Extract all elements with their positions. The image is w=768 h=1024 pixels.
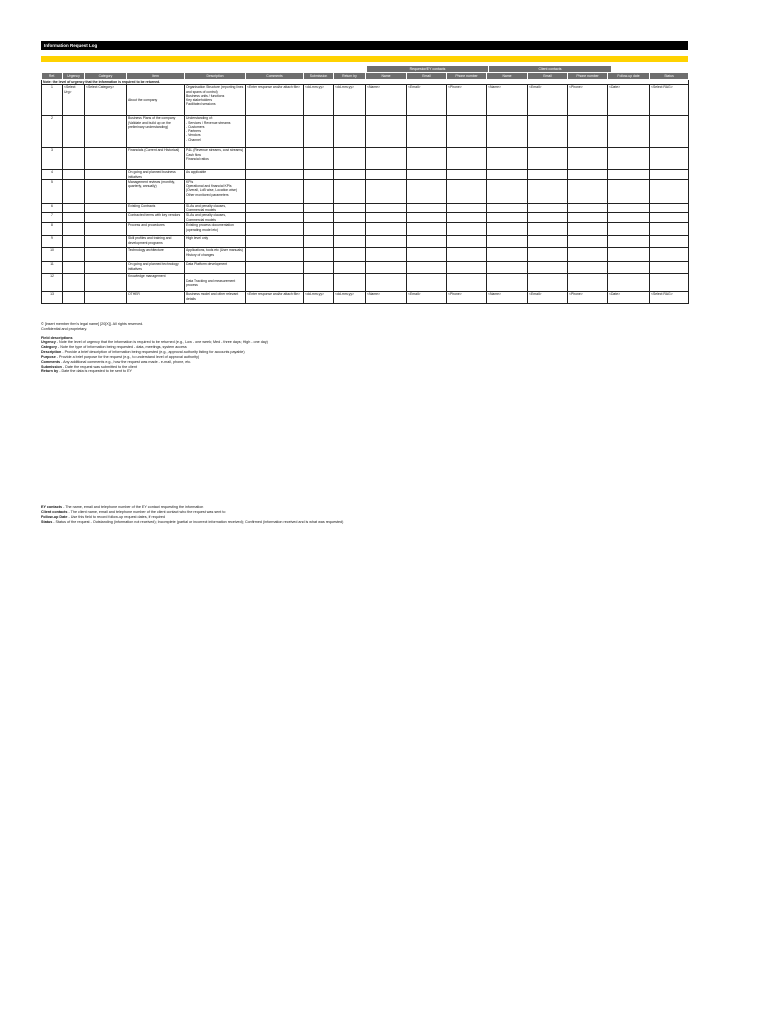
cell-ey-email[interactable] xyxy=(407,223,447,236)
field-text: - Any additional comments e.g., how the request was made - e-mail, phone, etc. xyxy=(60,359,192,364)
cell-client-phone[interactable] xyxy=(568,248,608,262)
cell-category[interactable] xyxy=(85,248,127,262)
cell-category[interactable] xyxy=(85,292,127,304)
table-row xyxy=(42,116,689,148)
cell-ey-name[interactable] xyxy=(366,262,407,274)
field-term: EY contacts xyxy=(41,505,63,509)
column-header-ey-email: Email xyxy=(407,73,447,80)
cell-item[interactable]: Knowledge management xyxy=(127,274,185,292)
cell-client-phone[interactable] xyxy=(568,116,608,148)
field-term: Urgency xyxy=(41,340,56,345)
table-row xyxy=(42,223,689,236)
cell-urgency[interactable] xyxy=(63,116,85,148)
cell-client-email[interactable]: <Email> xyxy=(528,85,568,116)
cell-urgency[interactable] xyxy=(63,292,85,304)
cell-ey-email[interactable] xyxy=(407,170,447,180)
cell-ey-phone[interactable] xyxy=(447,248,487,262)
cell-client-email[interactable]: <Email> xyxy=(528,292,568,304)
cell-urgency[interactable] xyxy=(63,274,85,292)
cell-submission[interactable] xyxy=(304,223,334,236)
cell-ey-email[interactable] xyxy=(407,179,447,203)
title-bar xyxy=(41,41,688,50)
cell-item[interactable]: Skill profiles and training and development programs xyxy=(127,236,185,248)
cell-submission[interactable] xyxy=(304,116,334,148)
cell-follow-up-date[interactable] xyxy=(608,274,650,292)
cell-ey-name[interactable]: <Name> xyxy=(366,85,407,116)
cell-return-by[interactable] xyxy=(334,203,366,213)
information-request-table xyxy=(41,72,689,304)
cell-client-phone[interactable] xyxy=(568,223,608,236)
cell-status[interactable] xyxy=(650,236,689,248)
cell-ey-name[interactable] xyxy=(366,236,407,248)
cell-item[interactable]: Management reviews (monthly, quarterly, annually) xyxy=(127,179,185,203)
cell-client-email[interactable] xyxy=(528,274,568,292)
cell-status[interactable] xyxy=(650,116,689,148)
cell-ey-email[interactable] xyxy=(407,262,447,274)
footer-notes xyxy=(41,322,681,374)
cell-return-by[interactable] xyxy=(334,213,366,223)
field-term: Return by xyxy=(41,369,59,374)
column-header-status: Status xyxy=(650,73,689,80)
cell-comments[interactable] xyxy=(246,262,304,274)
cell-category[interactable] xyxy=(85,262,127,274)
cell-ey-email[interactable] xyxy=(407,116,447,148)
cell-client-email[interactable] xyxy=(528,170,568,180)
cell-ey-email[interactable]: <Email> xyxy=(407,85,447,116)
cell-status[interactable] xyxy=(650,148,689,170)
cell-status[interactable]: <Select RAG> xyxy=(650,292,689,304)
cell-ey-name[interactable] xyxy=(366,170,407,180)
cell-client-name[interactable] xyxy=(487,262,528,274)
cell-ref: 10 xyxy=(42,248,63,262)
field-description xyxy=(41,369,681,374)
cell-client-phone[interactable]: <Phone> xyxy=(568,85,608,116)
field-term: Category xyxy=(41,345,57,350)
cell-ey-email[interactable]: <Email> xyxy=(407,292,447,304)
cell-client-name[interactable]: <Name> xyxy=(487,292,528,304)
cell-ey-phone[interactable] xyxy=(447,170,487,180)
field-term: Purpose xyxy=(41,354,56,359)
cell-urgency[interactable] xyxy=(63,179,85,203)
cell-follow-up-date[interactable] xyxy=(608,236,650,248)
column-header-item: Item xyxy=(127,73,185,80)
cell-comments[interactable] xyxy=(246,248,304,262)
cell-category[interactable] xyxy=(85,223,127,236)
cell-return-by[interactable]: <dd-mm-yy> xyxy=(334,85,366,116)
cell-ref: 8 xyxy=(42,223,63,236)
cell-comments[interactable] xyxy=(246,213,304,223)
cell-status[interactable] xyxy=(650,248,689,262)
cell-urgency[interactable] xyxy=(63,203,85,213)
cell-ey-phone[interactable] xyxy=(447,203,487,213)
table-row xyxy=(42,179,689,203)
cell-item[interactable]: Business Plans of the company (Validate and build up on the preliminary understanding) xyxy=(127,116,185,148)
cell-ref: 13 xyxy=(42,292,63,304)
cell-urgency[interactable] xyxy=(63,148,85,170)
table-row xyxy=(42,85,689,116)
cell-client-name[interactable] xyxy=(487,248,528,262)
cell-status[interactable] xyxy=(650,213,689,223)
cell-ref: 2 xyxy=(42,116,63,148)
cell-client-email[interactable] xyxy=(528,236,568,248)
header-row xyxy=(42,73,689,80)
cell-category[interactable] xyxy=(85,203,127,213)
cell-comments[interactable] xyxy=(246,116,304,148)
cell-item[interactable]: OTHER xyxy=(127,292,185,304)
cell-ey-name[interactable]: <Name> xyxy=(366,292,407,304)
column-header-ref: Ref. xyxy=(42,73,63,80)
cell-client-email[interactable] xyxy=(528,179,568,203)
cell-comments[interactable] xyxy=(246,274,304,292)
cell-return-by[interactable] xyxy=(334,274,366,292)
cell-ey-name[interactable] xyxy=(366,248,407,262)
cell-description[interactable]: SLAs and penalty clauses, Commercial models xyxy=(185,203,246,213)
cell-ey-name[interactable] xyxy=(366,223,407,236)
cell-ey-phone[interactable] xyxy=(447,148,487,170)
cell-follow-up-date[interactable] xyxy=(608,116,650,148)
accent-bar xyxy=(41,56,688,62)
cell-ref: 3 xyxy=(42,148,63,170)
cell-client-phone[interactable] xyxy=(568,262,608,274)
cell-submission[interactable] xyxy=(304,203,334,213)
cell-client-name[interactable] xyxy=(487,236,528,248)
cell-comments[interactable] xyxy=(246,236,304,248)
field-term: Submission xyxy=(41,364,62,369)
cell-ey-email[interactable] xyxy=(407,274,447,292)
cell-ey-email[interactable] xyxy=(407,213,447,223)
cell-description[interactable]: As applicable xyxy=(185,170,246,180)
cell-return-by[interactable] xyxy=(334,116,366,148)
cell-status[interactable] xyxy=(650,223,689,236)
cell-submission[interactable] xyxy=(304,148,334,170)
cell-return-by[interactable] xyxy=(334,223,366,236)
cell-ey-name[interactable] xyxy=(366,213,407,223)
cell-ey-email[interactable] xyxy=(407,248,447,262)
cell-description[interactable]: Organisation Structure (reporting lines and spans of control) Business units / functions Key stakeholders Facilitated sessions xyxy=(185,85,246,116)
cell-submission[interactable] xyxy=(304,236,334,248)
cell-client-email[interactable] xyxy=(528,248,568,262)
cell-ey-phone[interactable] xyxy=(447,274,487,292)
cell-category[interactable] xyxy=(85,148,127,170)
field-text: - Provide a brief description of information being requested (e.g., approval authority listing for accounts payable) xyxy=(61,350,245,355)
cell-client-name[interactable] xyxy=(487,203,528,213)
cell-client-email[interactable] xyxy=(528,116,568,148)
cell-ey-phone[interactable]: <Phone> xyxy=(447,292,487,304)
cell-urgency[interactable]: <Select Urg> xyxy=(63,85,85,116)
cell-description[interactable]: Applications, tools etc (User manuals) History of changes xyxy=(185,248,246,262)
cell-client-name[interactable] xyxy=(487,170,528,180)
page-title: Information Request Log xyxy=(44,43,98,48)
cell-follow-up-date[interactable] xyxy=(608,213,650,223)
cell-category[interactable] xyxy=(85,170,127,180)
cell-item[interactable]: About the company xyxy=(127,85,185,116)
field-description xyxy=(41,520,691,525)
cell-urgency[interactable] xyxy=(63,223,85,236)
cell-status[interactable]: <Select RAG> xyxy=(650,85,689,116)
column-header-client-email: Email xyxy=(528,73,568,80)
cell-follow-up-date[interactable]: <Date> xyxy=(608,85,650,116)
cell-client-phone[interactable] xyxy=(568,148,608,170)
table-row xyxy=(42,148,689,170)
cell-status[interactable] xyxy=(650,203,689,213)
cell-client-email[interactable] xyxy=(528,148,568,170)
cell-return-by[interactable] xyxy=(334,170,366,180)
cell-status[interactable] xyxy=(650,262,689,274)
cell-comments[interactable]: <Enter response and/or attach file> xyxy=(246,85,304,116)
cell-comments[interactable] xyxy=(246,223,304,236)
cell-urgency[interactable] xyxy=(63,236,85,248)
cell-ey-name[interactable] xyxy=(366,148,407,170)
field-text: - Note the type of information being requested - data, meetings, system access xyxy=(56,345,187,350)
table-row xyxy=(42,236,689,248)
cell-ey-phone[interactable] xyxy=(447,223,487,236)
cell-status[interactable] xyxy=(650,274,689,292)
cell-comments[interactable]: <Enter response and/or attach file> xyxy=(246,292,304,304)
column-header-ey-name: Name xyxy=(366,73,407,80)
cell-client-phone[interactable] xyxy=(568,236,608,248)
column-header-return-by: Return by xyxy=(334,73,366,80)
table-row xyxy=(42,262,689,274)
cell-follow-up-date[interactable] xyxy=(608,223,650,236)
cell-urgency[interactable] xyxy=(63,262,85,274)
cell-comments[interactable] xyxy=(246,203,304,213)
cell-description[interactable]: Data Tracking and measurement process xyxy=(185,274,246,292)
cell-description[interactable]: Business model and other relevant details xyxy=(185,292,246,304)
cell-ref: 4 xyxy=(42,170,63,180)
cell-ey-phone[interactable]: <Phone> xyxy=(447,85,487,116)
table-row xyxy=(42,274,689,292)
cell-client-name[interactable] xyxy=(487,213,528,223)
cell-ref: 9 xyxy=(42,236,63,248)
cell-submission[interactable] xyxy=(304,262,334,274)
cell-description[interactable]: SLAs and penalty clauses, Commercial models xyxy=(185,213,246,223)
cell-comments[interactable] xyxy=(246,170,304,180)
cell-ref: 1 xyxy=(42,85,63,116)
ey-contacts-group-header: Requestor/EY contacts xyxy=(367,66,488,72)
cell-return-by[interactable] xyxy=(334,248,366,262)
cell-category[interactable] xyxy=(85,179,127,203)
confidential-note: Confidential and proprietary. xyxy=(41,326,88,331)
cell-ey-phone[interactable] xyxy=(447,116,487,148)
cell-client-email[interactable] xyxy=(528,262,568,274)
cell-client-phone[interactable] xyxy=(568,213,608,223)
column-header-ey-phone: Phone number xyxy=(447,73,487,80)
cell-comments[interactable] xyxy=(246,148,304,170)
cell-follow-up-date[interactable] xyxy=(608,203,650,213)
cell-ref: 7 xyxy=(42,213,63,223)
cell-client-phone[interactable] xyxy=(568,203,608,213)
cell-item[interactable]: Financials (Current and Historical) xyxy=(127,148,185,170)
column-header-comments: Comments xyxy=(246,73,304,80)
table-row xyxy=(42,213,689,223)
cell-item[interactable]: On going and planned technology initiatives xyxy=(127,262,185,274)
column-header-description: Description xyxy=(185,73,246,80)
field-descriptions-heading: Field descriptions xyxy=(41,335,73,340)
cell-urgency[interactable] xyxy=(63,170,85,180)
cell-client-name[interactable] xyxy=(487,223,528,236)
field-text: - The name, email and telephone number of the EY contact requesting the information xyxy=(62,505,204,509)
column-header-submission: Submission xyxy=(304,73,334,80)
field-descriptions xyxy=(41,340,681,374)
cell-return-by[interactable]: <dd-mm-yy> xyxy=(334,292,366,304)
cell-ref: 5 xyxy=(42,179,63,203)
cell-client-name[interactable] xyxy=(487,179,528,203)
cell-submission[interactable]: <dd-mm-yy> xyxy=(304,85,334,116)
cell-ey-phone[interactable] xyxy=(447,262,487,274)
cell-submission[interactable] xyxy=(304,170,334,180)
cell-item[interactable]: On going and planned business initiatives xyxy=(127,170,185,180)
column-header-client-name: Name xyxy=(487,73,528,80)
cell-description[interactable]: Data Platform development xyxy=(185,262,246,274)
copyright: © [insert member firm's legal name] [20[X]]. All rights reserved. xyxy=(41,322,144,326)
cell-ey-email[interactable] xyxy=(407,236,447,248)
cell-category[interactable] xyxy=(85,116,127,148)
cell-client-name[interactable] xyxy=(487,148,528,170)
cell-submission[interactable] xyxy=(304,274,334,292)
cell-ey-phone[interactable] xyxy=(447,236,487,248)
cell-ey-email[interactable] xyxy=(407,148,447,170)
field-text: - Date the data is requested to be sent to EY xyxy=(58,369,133,374)
cell-category[interactable] xyxy=(85,236,127,248)
field-text: - Date the request was submitted to the client xyxy=(61,364,137,369)
cell-follow-up-date[interactable]: <Date> xyxy=(608,292,650,304)
table-row xyxy=(42,203,689,213)
cell-client-name[interactable] xyxy=(487,116,528,148)
cell-client-email[interactable] xyxy=(528,213,568,223)
field-text: - Provide a brief purpose for the request (e.g., to understand level of approval authority) xyxy=(55,354,200,359)
column-header-category: Category xyxy=(85,73,127,80)
cell-ey-phone[interactable] xyxy=(447,179,487,203)
cell-client-email[interactable] xyxy=(528,203,568,213)
cell-description[interactable]: P&L (Revenue streams, cost streams) Cash flow Financial ratios xyxy=(185,148,246,170)
cell-return-by[interactable] xyxy=(334,179,366,203)
table-row xyxy=(42,170,689,180)
cell-return-by[interactable] xyxy=(334,148,366,170)
cell-comments[interactable] xyxy=(246,179,304,203)
cell-client-phone[interactable] xyxy=(568,170,608,180)
cell-submission[interactable] xyxy=(304,179,334,203)
cell-ey-email[interactable] xyxy=(407,203,447,213)
cell-item[interactable]: Technology architecture xyxy=(127,248,185,262)
cell-description[interactable]: Existing process documentation (operating model etc) xyxy=(185,223,246,236)
column-header-follow-up-date: Follow-up date xyxy=(608,73,650,80)
cell-urgency[interactable] xyxy=(63,213,85,223)
cell-submission[interactable] xyxy=(304,248,334,262)
field-term: Follow-up Date xyxy=(41,514,68,519)
cell-description[interactable]: Understanding of: - Services / Revenue streams - Customers - Partners - Vendors - Channel xyxy=(185,116,246,148)
cell-client-name[interactable]: <Name> xyxy=(487,85,528,116)
field-text: - Status of the request - Outstanding (information not received); Incomplete (partial or incorrect information received); Confirmed (information received and is what was requested) xyxy=(52,519,344,524)
cell-ey-name[interactable] xyxy=(366,116,407,148)
cell-client-phone[interactable] xyxy=(568,179,608,203)
cell-client-phone[interactable]: <Phone> xyxy=(568,292,608,304)
table-row xyxy=(42,292,689,304)
field-term: Client contacts xyxy=(41,509,68,514)
cell-return-by[interactable] xyxy=(334,262,366,274)
cell-description[interactable]: KPIs Operational and financial KPIs (Overall, LoB wise, Location wise) Other monitored parameters xyxy=(185,179,246,203)
cell-ey-phone[interactable] xyxy=(447,213,487,223)
field-text: - Note the level of urgency that the information is required to be returned (e.g., Low - one week; Med - three days; High - one day) xyxy=(55,340,268,345)
cell-ref: 11 xyxy=(42,262,63,274)
cell-submission[interactable] xyxy=(304,213,334,223)
field-term: Comments xyxy=(41,359,61,364)
cell-description[interactable]: High level only xyxy=(185,236,246,248)
cell-category[interactable] xyxy=(85,274,127,292)
cell-status[interactable] xyxy=(650,170,689,180)
cell-follow-up-date[interactable] xyxy=(608,179,650,203)
cell-return-by[interactable] xyxy=(334,236,366,248)
cell-category[interactable]: <Select Category> xyxy=(85,85,127,116)
cell-ey-name[interactable] xyxy=(366,274,407,292)
field-text: - Use this field to record follow-up request dates, if required xyxy=(67,514,165,519)
field-text: - The client name, email and telephone number of the client contact who the request was sent to xyxy=(67,509,226,514)
cell-client-email[interactable] xyxy=(528,223,568,236)
cell-item[interactable]: Process and procedures xyxy=(127,223,185,236)
cell-ey-name[interactable] xyxy=(366,179,407,203)
cell-ref: 6 xyxy=(42,203,63,213)
cell-item[interactable]: Existing Contracts xyxy=(127,203,185,213)
cell-item[interactable]: Contracted terms with key vendors xyxy=(127,213,185,223)
cell-category[interactable] xyxy=(85,213,127,223)
column-header-urgency: Urgency xyxy=(63,73,85,80)
field-term: Status xyxy=(41,519,53,524)
cell-follow-up-date[interactable] xyxy=(608,170,650,180)
table-row xyxy=(42,248,689,262)
contact-descriptions xyxy=(41,505,691,525)
cell-submission[interactable]: <dd-mm-yy> xyxy=(304,292,334,304)
cell-follow-up-date[interactable] xyxy=(608,148,650,170)
cell-client-phone[interactable] xyxy=(568,274,608,292)
client-contacts-group-header: Client contacts xyxy=(489,66,611,72)
field-term: Description xyxy=(41,350,62,355)
cell-follow-up-date[interactable] xyxy=(608,248,650,262)
cell-follow-up-date[interactable] xyxy=(608,262,650,274)
urgency-banner: Note: the level of urgency that the information is required to be returned. xyxy=(42,80,689,85)
cell-ey-name[interactable] xyxy=(366,203,407,213)
cell-client-name[interactable] xyxy=(487,274,528,292)
cell-urgency[interactable] xyxy=(63,248,85,262)
cell-status[interactable] xyxy=(650,179,689,203)
cell-ref: 12 xyxy=(42,274,63,292)
column-header-client-phone: Phone number xyxy=(568,73,608,80)
